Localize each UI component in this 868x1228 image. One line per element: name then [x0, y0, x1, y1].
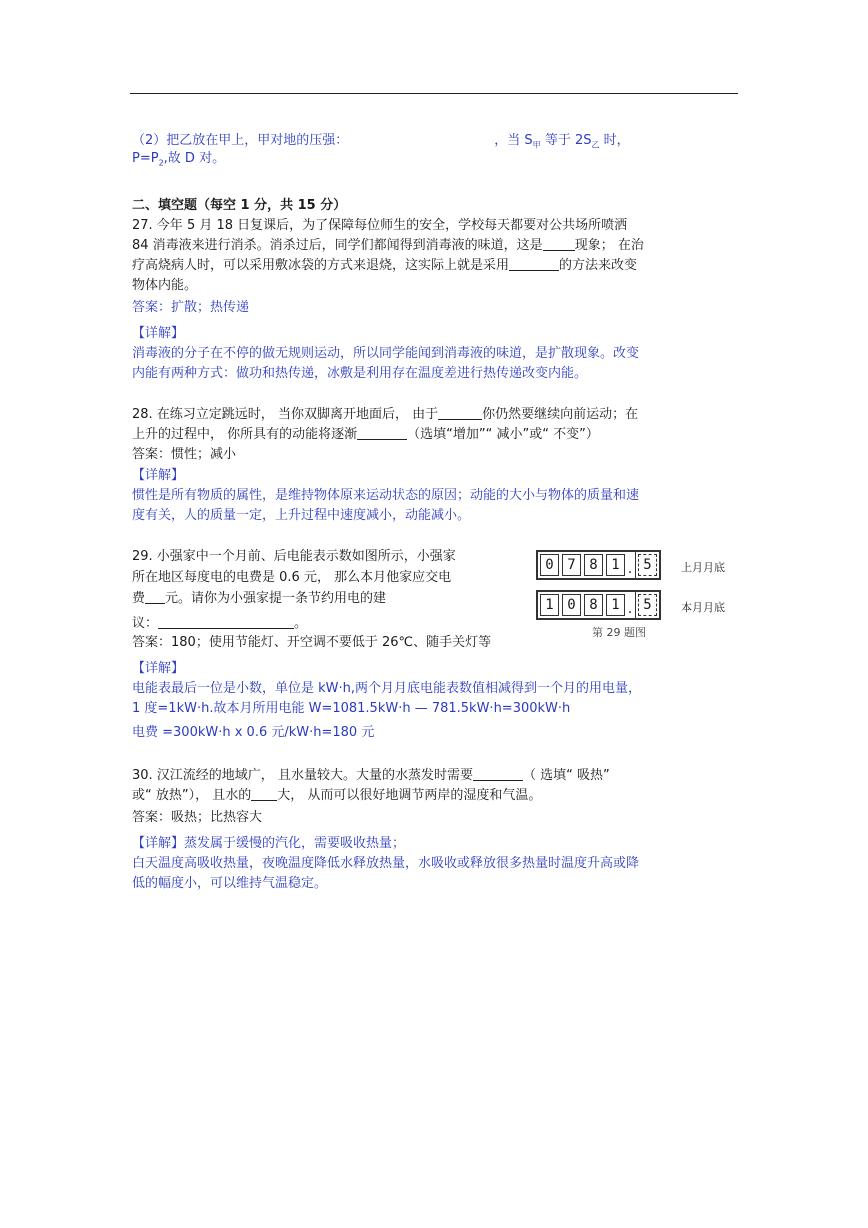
q30-answer: 答案：吸热；比热容大: [132, 810, 263, 825]
q29-line: [132, 588, 522, 609]
question-27: [132, 216, 752, 296]
q30-text: 大， 从而可以很好地调节两岸的湿度和气温。: [277, 788, 542, 803]
q28-text: 28. 在练习立定跳远时， 当你双脚离开地面后， 由于: [132, 407, 439, 422]
prev-text: ，当 S: [494, 133, 533, 148]
meter-decimal-digit: 5: [638, 594, 657, 616]
figure-caption: 第 29 题图: [592, 626, 646, 639]
meter-digit: 8: [584, 594, 603, 616]
detail-text: 蒸发属于缓慢的汽化，需要吸收热量；: [184, 836, 406, 851]
meter-decimal-point: .: [627, 601, 633, 617]
q27-detail: [132, 324, 752, 384]
q29-text: 元。请你为小强家提一条节约用电的建: [165, 591, 387, 606]
q28-answer: 答案：惯性；减小: [132, 447, 237, 462]
prev-text: ,故 D 对。: [163, 151, 226, 166]
q27-text: 现象； 在治: [574, 238, 644, 253]
detail-line: 低的幅度小，可以维持气温稳定。: [132, 876, 328, 891]
detail-line: 1 度=1kW·h.故本月所用电能 W=1081.5kW·h — 781.5kW·h=300kW·h: [132, 701, 571, 716]
meter-label: 上月月底: [681, 561, 725, 574]
meter-digit: 1: [540, 594, 559, 616]
q27-text: 疗高烧病人时，可以采用敷冰袋的方式来退烧，这实际上就是采用: [132, 258, 510, 273]
prev-solution-line2: [132, 149, 752, 174]
detail-line: 度有关，人的质量一定，上升过程中速度减小，动能减小。: [132, 508, 471, 523]
q29-answer: 答案：180；使用节能灯、开空调不要低于 26℃、随手关灯等: [132, 635, 492, 650]
subscript: 2: [158, 158, 164, 168]
prev-text: P=P: [132, 151, 159, 166]
q27-answer: 答案：扩散；热传递: [132, 300, 250, 315]
question-30: [132, 766, 752, 806]
blank: [357, 425, 407, 440]
blank: [438, 405, 482, 420]
section-title: 二、填空题（每空 1 分，共 15 分）: [132, 198, 347, 213]
detail-tag: 【详解】: [132, 326, 185, 341]
subscript: 乙: [591, 140, 600, 150]
meter-decimal-digit: 5: [638, 554, 657, 576]
meter-digit: 0: [562, 594, 581, 616]
q30-text: 或“ 放热”）， 且水的: [132, 788, 252, 803]
blank: [145, 589, 165, 604]
q28-text: 上升的过程中， 你所具有的动能将逐渐: [132, 427, 358, 442]
q27-text: 84 消毒液来进行消杀。消杀过后，同学们都闻得到消毒液的味道，这是: [132, 238, 543, 253]
q27-line: 物体内能。: [132, 278, 198, 293]
detail-line: [132, 834, 752, 854]
meter-digit: 0: [540, 554, 559, 576]
detail-line: 内能有两种方式：做功和热传递，冰敷是利用存在温度差进行热传递改变内能。: [132, 366, 588, 381]
prev-text: 等于 2S: [544, 133, 592, 148]
detail-tag: 【详解】: [132, 468, 185, 483]
detail-tag: 【详解】: [132, 836, 185, 851]
q30-line: [132, 766, 752, 786]
detail-line: 电费 =300kW·h x 0.6 元/kW·h=180 元: [132, 725, 375, 740]
meter-digit: 7: [562, 554, 581, 576]
blank: [543, 236, 575, 251]
blank: [251, 786, 277, 801]
detail-line: 白天温度高吸收热量，夜晚温度降低水释放热量，水吸收或释放很多热量时温度升高或降: [132, 856, 640, 871]
q28-line: [132, 405, 752, 425]
meter-digit: 1: [606, 554, 625, 576]
header-rule: [130, 93, 738, 94]
q28-line: [132, 425, 752, 445]
q30-text: 30. 汉江流经的地域广， 且水量较大。大量的水蒸发时需要: [132, 768, 473, 783]
q29-detail: [132, 659, 752, 743]
meter-digits: [536, 590, 661, 620]
q27-text: 的方法来改变: [559, 258, 638, 273]
q29-text: 费: [132, 591, 146, 606]
q28-text: （选填“增加”“ 减小”或“ 不变”）: [407, 427, 599, 442]
q27-line: [132, 256, 752, 276]
subscript: 甲: [532, 140, 541, 150]
blank: [158, 614, 294, 629]
question-29: [132, 546, 522, 634]
q29-line: 29. 小强家中一个月前、后电能表示数如图所示，小强家: [132, 549, 456, 564]
detail-tag: 【详解】: [132, 661, 185, 676]
blank: [509, 256, 559, 271]
prev-text: 时，: [603, 133, 630, 148]
prev-text: （2）把乙放在甲上，甲对地的压强：: [132, 133, 349, 148]
q27-line: [132, 236, 752, 256]
q29-line: [132, 613, 522, 634]
meter-digit: 1: [606, 594, 625, 616]
q29-text: 议：: [132, 616, 159, 631]
q29-text: 。: [294, 616, 308, 631]
q28-detail: [132, 466, 752, 526]
meter-last-month: [536, 550, 672, 580]
q29-line: 所在地区每度电的电费是 0.6 元， 那么本月他家应交电: [132, 570, 452, 585]
q30-line: [132, 786, 752, 806]
detail-line: 电能表最后一位是小数，单位是 kW·h,两个月月底电能表数值相减得到一个月的用电量，: [132, 681, 642, 696]
detail-line: 惯性是所有物质的属性，是维持物体原来运动状态的原因；动能的大小与物体的质量和速: [132, 488, 640, 503]
q30-detail: [132, 834, 752, 894]
question-28: [132, 405, 752, 465]
q30-text: （ 选填“ 吸热”: [522, 768, 610, 783]
meter-this-month: [536, 590, 672, 620]
meter-decimal-point: .: [627, 561, 633, 577]
meter-label: 本月月底: [681, 601, 725, 614]
meter-digits: [536, 550, 661, 580]
q28-text: 你仍然要继续向前运动；在: [482, 407, 639, 422]
q27-line: 27. 今年 5 月 18 日复课后，为了保障每位师生的安全，学校每天都要对公共场所喷洒: [132, 218, 628, 233]
blank: [473, 766, 523, 781]
detail-line: 消毒液的分子在不停的做无规则运动，所以同学能闻到消毒液的味道，是扩散现象。改变: [132, 346, 640, 361]
meter-digit: 8: [584, 554, 603, 576]
